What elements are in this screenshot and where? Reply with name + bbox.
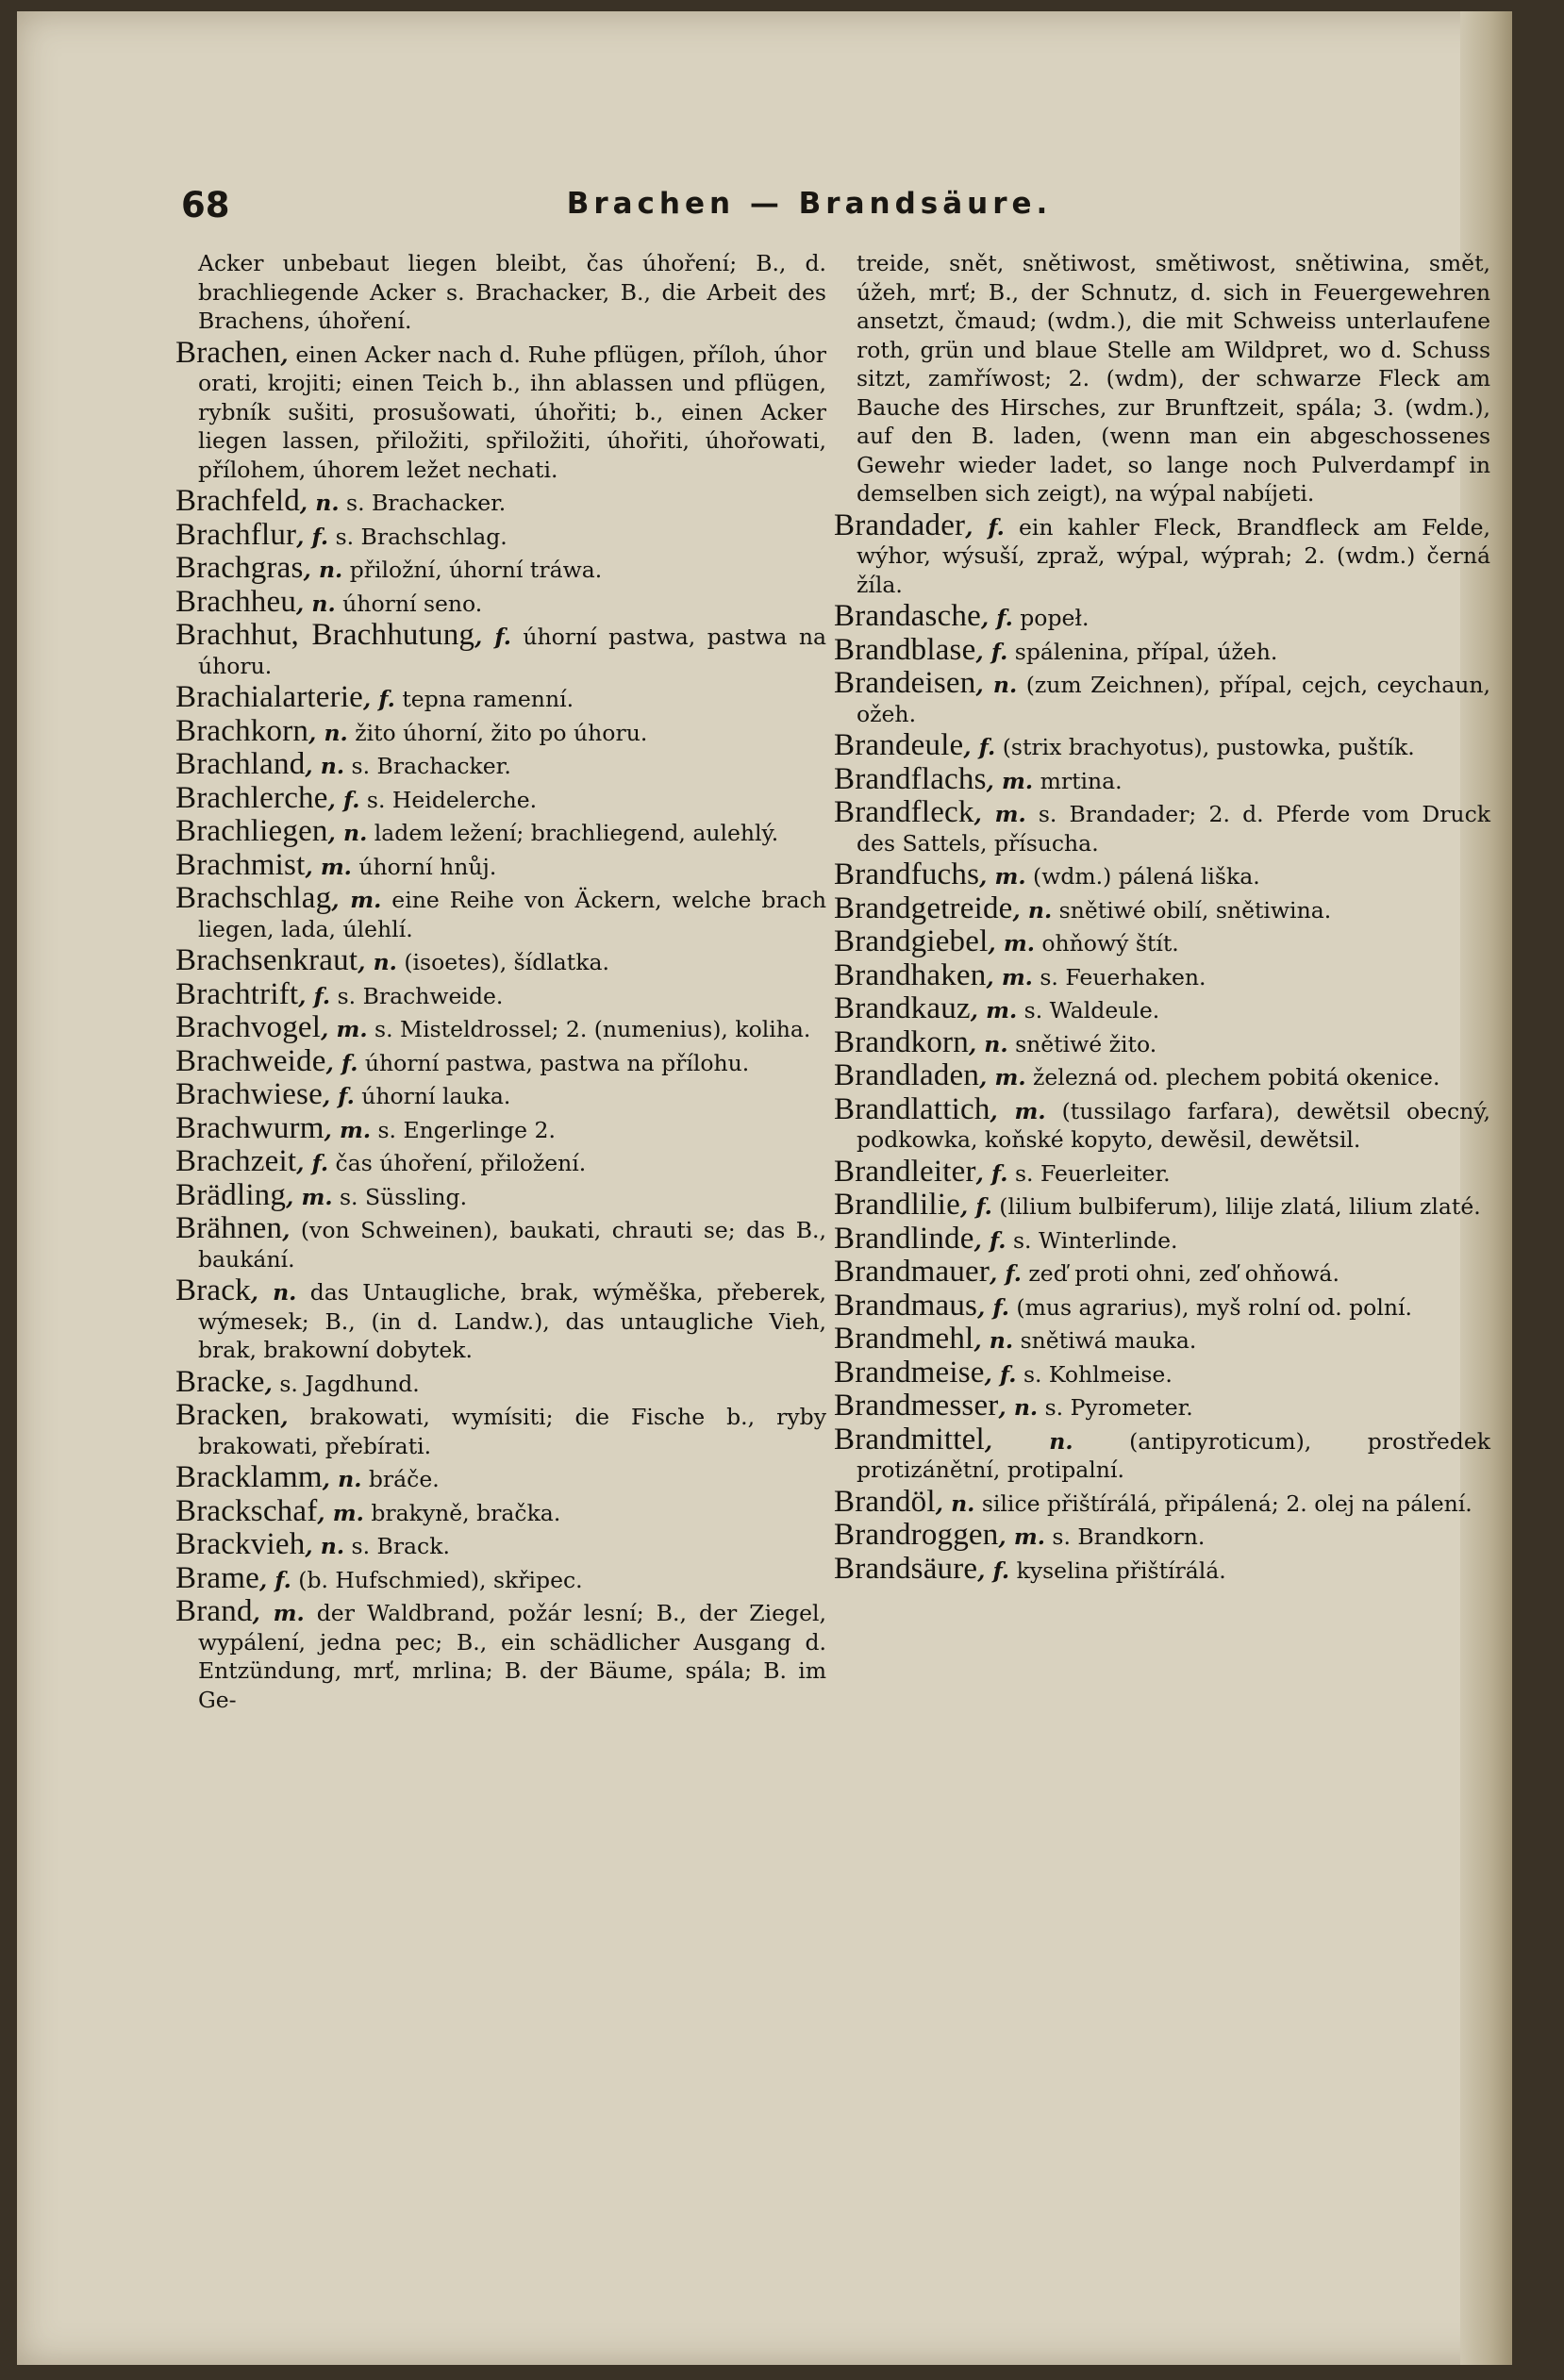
dictionary-entry [834,890,1490,925]
entry-grammar: , n. [1012,896,1053,924]
entry-headword: Brachheu [175,584,297,619]
entry-definition: (von Schweinen), baukati, chrauti se; das B., baukání. [198,1217,826,1273]
entry-definition: s. Brandkorn. [1052,1523,1206,1550]
dictionary-entry [175,1460,826,1494]
entry-headword: Brandmesser [834,1389,999,1423]
entry-definition: mrtina. [1040,767,1123,794]
page-number: 68 [181,185,230,225]
dictionary-page [17,11,1512,2365]
dictionary-entry [175,484,826,518]
entry-headword: Brandlilie [834,1188,960,1222]
dictionary-entry [834,1221,1490,1256]
entry-headword: Brachsenkraut [175,943,358,977]
dictionary-entry [834,957,1490,992]
dictionary-entry [175,814,826,848]
dictionary-entry [175,1110,826,1145]
dictionary-entry [175,517,826,552]
entry-headword: Brachtrift [175,976,299,1011]
dictionary-entry [175,780,826,815]
entry-grammar: , m. [970,997,1018,1024]
entry-grammar: , m. [252,1600,305,1626]
entry-definition: úhorní hnůj. [358,853,497,880]
entry-definition: spálenina, přípal, úžeh. [1014,638,1278,665]
entry-definition: einen Acker nach d. Ruhe pflügen, příloh, úhor orati, krojiti; einen Teich b., ihn ablassen und pflügen, rybník sušiti, prosušowati, úhořiti; b., einen Acker liegen lassen, přiložiti, spřiložiti, úhořiti, úhořowati, přílohem, úhorem ležet nechati. [198,341,826,483]
entry-grammar: , f. [984,1360,1017,1388]
dictionary-entry [834,1324,1490,1356]
entry-headword: Bracklamm [175,1460,323,1494]
entry-headword: Brachwurm [175,1110,324,1145]
entry-grammar: , f. [980,605,1013,631]
entry-grammar: , m. [986,767,1034,794]
entry-headword: Brachfeld [175,484,300,518]
entry-headword: Brandeule [834,728,964,762]
entry-definition: přiložní, úhorní tráwa. [349,557,603,583]
entry-headword: Brandlinde [834,1221,974,1256]
dictionary-entry [175,881,826,943]
entry-headword: Brachwiese [175,1077,323,1111]
entry-definition: (tussilago farfara), dewětsil obecný, podkowka, koňské kopyto, dewěsil, dewětsil. [857,1097,1490,1153]
entry-grammar: , f. [322,1083,355,1109]
entry-grammar: , f. [474,624,511,650]
entry-headword: Brachlerche [175,780,328,815]
dictionary-entry [834,1422,1490,1485]
entry-headword: Brachgras [175,551,304,585]
dictionary-entry [834,1484,1490,1519]
dictionary-entry [175,249,826,336]
entry-headword: Brackvieh [175,1527,306,1561]
entry-definition: s. Jagdhund. [279,1370,420,1397]
entry-grammar: , f. [973,1226,1007,1254]
entry-definition: s. Engerlinge 2. [377,1116,556,1143]
entry-grammar: , m. [986,963,1033,990]
dictionary-entry [175,584,826,619]
entry-definition: s. Brandader; 2. d. Pferde vom Druck des Sattels, přísucha. [857,801,1490,857]
entry-grammar: , f. [959,1193,992,1220]
entry-headword: Bracke [175,1364,265,1399]
dictionary-entry [834,1024,1490,1059]
entry-grammar: , n. [296,590,336,617]
dictionary-entry [834,1091,1490,1155]
entry-definition: kyselina přištírálá. [1016,1556,1226,1584]
entry-headword: Brandmauer [834,1255,990,1289]
dictionary-entry [834,508,1490,600]
entry-definition: s. Winterlinde. [1012,1226,1178,1254]
entry-definition: žito úhorní, žito po úhoru. [355,719,648,746]
entry-grammar: , m. [979,863,1026,890]
entry-headword: Brandmeise [834,1355,985,1390]
entry-grammar: , m. [317,1499,364,1526]
entry-headword: Brachland [175,747,306,781]
entry-headword: Brandfleck [834,795,974,829]
dictionary-entry [175,1527,826,1561]
dictionary-entry [175,1177,826,1212]
entry-grammar: , n. [305,1533,345,1559]
entry-definition: das Untaugliche, brak, wýměška, přeberek, wýmesek; B., (in d. Landw.), das untaugliche Vieh, brak, brakowní dobytek. [198,1279,826,1363]
entry-grammar: , n. [303,557,343,583]
entry-definition: železná od. plechem pobitá okenice. [1033,1064,1440,1090]
entry-definition: s. Misteldrossel; 2. (numenius), koliha. [374,1016,811,1042]
entry-headword: Brandmaus [834,1288,978,1323]
dictionary-entry [175,1144,826,1178]
entry-definition: ladem ležení; brachliegend, aulehlý. [374,820,779,846]
entry-headword: Brandkorn [834,1024,969,1059]
entry-grammar: , [280,341,289,368]
entry-headword: Brachliegen [175,814,328,848]
dictionary-entry [834,1391,1490,1423]
entry-grammar: , [280,1404,289,1430]
entry-definition: Acker unbebaut liegen bleibt, čas úhoření; B., d. brachliegende Acker s. Brachacker, B., die Arbeit des Brachens, úhoření. [198,250,826,334]
entry-headword: Brackschaf [175,1493,318,1528]
dictionary-entry [175,680,826,714]
entry-definition: treide, snět, snětiwost, smětiwost, snětiwina, smět, úžeh, mrť; B., der Schnutz, d. sich in Feuergewehren ansetzt, čmaud; (wdm.), die mit Schweiss unterlaufene roth, grün und blaue Stelle am Wildpret, wo d. Schuss sitzt, zamříwost; 2. (wdm), der schwarze Fleck am Bauche des Hirsches, zur Brunftzeit, spála; 3. (wdm.), auf den B. laden, (wenn man ein abgeschossenes Gewehr wieder ladet, so lange noch Pulverdampf in demselben sich zeigt), na wýpal nabíjeti. [857,250,1490,507]
entry-headword: Brandladen [834,1058,980,1092]
entry-headword: Brandkauz [834,991,971,1025]
entry-definition: úhorní pastwa, pastwa na přílohu. [364,1049,750,1076]
entry-grammar: , n. [305,753,345,779]
dictionary-entry [175,551,826,585]
entry-definition: ein kahler Fleck, Brandfleck am Felde, wýhor, wýsuší, zpraž, wýpal, wýprah; 2. (wdm.) černá žíla. [857,513,1490,598]
entry-definition: (mus agrarius), myš rolní od. polní. [1016,1293,1412,1321]
entry-grammar: , f. [327,786,360,813]
dictionary-entry [175,976,826,1011]
dictionary-entry [175,943,826,977]
dictionary-entry [175,1398,826,1460]
entry-definition: eine Reihe von Äckern, welche brach liegen, lada, úlehlí. [198,887,826,942]
entry-definition: s. Brachacker. [346,490,507,516]
dictionary-entry [175,1211,826,1273]
entry-headword: Brandleiter [834,1154,976,1189]
entry-headword: Brachschlag [175,881,332,915]
entry-grammar: , f. [977,1556,1010,1584]
dictionary-entry [175,1493,826,1528]
dictionary-entry [175,713,826,748]
entry-definition: snětiwé žito. [1015,1030,1157,1057]
entry-grammar: , m. [973,801,1026,827]
entry-grammar: , f. [298,982,331,1009]
dictionary-entry [834,991,1490,1025]
entry-headword: Brand [175,1594,253,1628]
entry-definition: s. Kohlmeise. [1023,1360,1173,1388]
entry-headword: Brandgetreide [834,890,1013,925]
entry-grammar: , f. [363,686,395,712]
entry-definition: s. Pyrometer. [1044,1394,1193,1421]
entry-definition: brakyně, bračka. [371,1499,561,1526]
dictionary-entry [834,249,1490,508]
entry-definition: zeď proti ohni, zeď ohňowá. [1028,1260,1339,1287]
entry-headword: Brachmist [175,847,306,882]
entry-grammar: , n. [327,820,368,846]
entry-definition: s. Brachschlag. [335,523,507,550]
dictionary-entry [834,924,1490,958]
dictionary-entry [834,1058,1490,1092]
dictionary-entry [834,1190,1490,1222]
entry-headword: Brandader [834,508,966,542]
dictionary-entry [834,599,1490,633]
entry-headword: Brachzeit [175,1144,297,1178]
entry-headword: Brandöl [834,1484,936,1519]
entry-definition: brakowati, wymísiti; die Fische b., ryby brakowati, přebírati. [198,1404,826,1459]
entry-grammar: , n. [975,672,1018,698]
dictionary-entry [834,1257,1490,1289]
entry-definition: s. Feuerleiter. [1014,1159,1171,1187]
entry-headword: Brachialarterie [175,680,364,714]
entry-definition: snětiwé obilí, snětiwina. [1058,896,1332,924]
entry-headword: Brandgiebel [834,924,989,958]
entry-grammar: , f. [296,1150,329,1176]
entry-definition: ohňowý štít. [1041,930,1179,957]
running-head: Brachen — Brandsäure. [566,187,1053,221]
entry-definition: čas úhoření, přiložení. [335,1150,587,1176]
entry-headword: Brachhut, Brachhutung [175,618,475,652]
entry-headword: Brachen [175,335,281,370]
entry-grammar: , m. [321,1016,368,1042]
dictionary-entry [175,618,826,680]
entry-grammar: , m. [990,1097,1046,1124]
entry-definition: s. Feuerhaken. [1040,963,1206,990]
entry-definition: (zum Zeichnen), přípal, cejch, ceychaun, ožeh. [857,672,1490,727]
entry-grammar: , m. [988,930,1035,957]
dictionary-entry [834,1551,1490,1586]
entry-grammar: , f. [296,523,329,550]
dictionary-entry [834,632,1490,667]
entry-definition: úhorní pastwa, pastwa na úhoru. [198,624,826,679]
entry-definition: s. Brachweide. [337,982,504,1009]
entry-headword: Brähnen [175,1211,283,1245]
dictionary-entry [175,1364,826,1399]
entry-grammar: , f. [975,1159,1008,1187]
entry-headword: Brandsäure [834,1551,978,1586]
entry-headword: Brachvogel [175,1010,322,1044]
dictionary-entry [175,335,826,485]
dictionary-entry [834,728,1490,762]
entry-grammar: , m. [331,887,382,913]
dictionary-entry [175,747,826,781]
entry-headword: Brachflur [175,517,297,552]
entry-grammar: , f. [963,734,996,760]
entry-definition: (antipyroticum), prostředek protizánětní, protipalní. [857,1427,1490,1483]
entry-headword: Brandasche [834,599,981,633]
dictionary-entry [834,1288,1490,1323]
entry-definition: silice přištírálá, připálená; 2. olej na pálení. [981,1490,1472,1517]
entry-grammar: , n. [998,1394,1039,1421]
dictionary-entry [175,1010,826,1044]
dictionary-entry [834,857,1490,891]
entry-definition: s. Brachacker. [351,753,511,779]
entry-definition: (lilium bulbiferum), lilije zlatá, lilium zlaté. [999,1193,1481,1220]
entry-headword: Brandmehl [834,1322,974,1356]
entry-grammar: , f. [965,513,1005,541]
entry-grammar: , n. [299,490,340,516]
dictionary-entry [175,1077,826,1111]
entry-headword: Brame [175,1560,259,1595]
dictionary-entry [175,1273,826,1365]
entry-definition: bráče. [368,1466,440,1492]
entry-grammar: , f. [977,1293,1009,1321]
entry-definition: úhorní seno. [342,590,483,617]
entry-grammar: , f. [325,1049,358,1076]
entry-grammar: , m. [998,1523,1045,1550]
entry-grammar: , n. [250,1279,297,1306]
entry-definition: popeł. [1020,605,1090,631]
entry-headword: Brandroggen [834,1518,999,1552]
entry-grammar: , n. [973,1327,1014,1354]
entry-headword: Brachweide [175,1043,326,1078]
entry-grammar: , [282,1217,291,1243]
entry-headword: Brandmittel [834,1422,985,1456]
entry-headword: Brack [175,1273,251,1307]
dictionary-entry [175,1560,826,1595]
entry-definition: úhorní lauka. [361,1083,511,1109]
dictionary-entry [834,795,1490,857]
dictionary-entry [834,1154,1490,1189]
dictionary-entry [834,1518,1490,1552]
dictionary-entry [175,847,826,882]
right-column [834,249,1490,1588]
dictionary-entry [834,761,1490,796]
entry-grammar: , n. [308,719,348,746]
entry-definition: (strix brachyotus), pustowka, puštík. [1002,734,1415,760]
entry-definition: (isoetes), šídlatka. [404,949,609,975]
entry-grammar: , n. [358,949,397,975]
entry-grammar: , n. [984,1427,1073,1455]
entry-grammar: , f. [975,638,1008,665]
entry-grammar: , [264,1370,273,1397]
dictionary-entry [175,1594,826,1714]
entry-headword: Brachkorn [175,713,309,748]
entry-definition: s. Waldeule. [1023,997,1160,1024]
entry-grammar: , m. [324,1116,372,1143]
entry-definition: (wdm.) pálená liška. [1033,863,1260,890]
entry-headword: Brandlattich [834,1091,990,1126]
dictionary-entry [834,1355,1490,1390]
entry-headword: Brandflachs [834,761,987,796]
entry-definition: s. Süssling. [340,1183,468,1210]
entry-grammar: , n. [322,1466,362,1492]
dictionary-entry [834,666,1490,728]
entry-definition: der Waldbrand, požár lesní; B., der Ziegel, wypálení, jedna pec; B., ein schädlicher Ausgang d. Entzündung, mrť, mrlina; B. der Bäume, spála; B. im Ge- [198,1600,826,1713]
entry-definition: tepna ramenní. [402,686,574,712]
entry-headword: Brandfuchs [834,857,980,891]
entry-grammar: , n. [935,1490,975,1517]
entry-definition: s. Heidelerche. [366,786,538,813]
entry-grammar: , m. [305,853,352,880]
entry-headword: Brandeisen [834,666,976,700]
entry-headword: Bracken [175,1398,281,1432]
entry-grammar: , f. [258,1566,291,1593]
entry-grammar: , n. [968,1030,1008,1057]
left-column [175,249,826,1717]
entry-headword: Brädling [175,1177,287,1212]
entry-definition: (b. Hufschmied), skřipec. [298,1566,583,1593]
entry-grammar: , m. [979,1064,1026,1090]
entry-definition: snětiwá mauka. [1020,1327,1197,1354]
entry-definition: s. Brack. [351,1533,450,1559]
entry-headword: Brandhaken [834,957,987,992]
dictionary-entry [175,1043,826,1078]
entry-grammar: , f. [990,1260,1022,1287]
entry-grammar: , m. [286,1183,333,1210]
entry-headword: Brandblase [834,632,976,667]
